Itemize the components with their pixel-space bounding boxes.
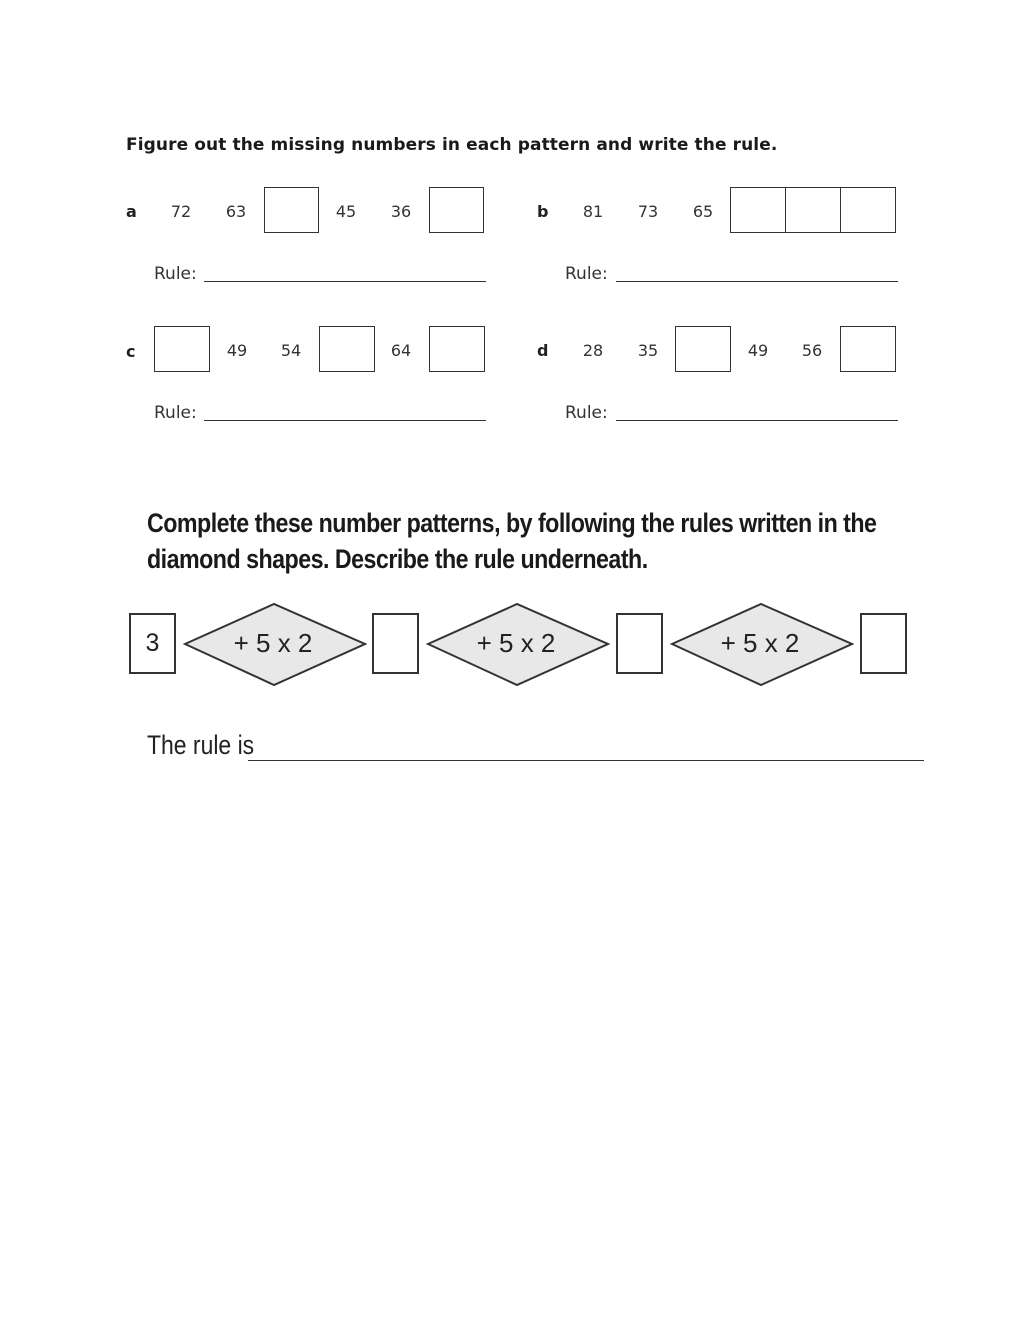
pattern-d-value: 35 <box>637 341 659 360</box>
answer-box[interactable] <box>860 613 907 674</box>
pattern-b-blank-box[interactable] <box>785 187 841 233</box>
pattern-a-rule-label: Rule: <box>154 264 197 284</box>
answer-box[interactable] <box>372 613 419 674</box>
answer-box[interactable] <box>616 613 663 674</box>
pattern-d-value: 28 <box>582 341 604 360</box>
rule-is-line[interactable] <box>248 760 924 761</box>
pattern-d-label: d <box>537 341 549 360</box>
pattern-d-value: 49 <box>747 341 769 360</box>
pattern-d-blank-box[interactable] <box>675 326 731 372</box>
pattern-a-label: a <box>126 202 137 221</box>
pattern-c-blank-box[interactable] <box>319 326 375 372</box>
pattern-c-label: c <box>126 342 136 361</box>
pattern-b-rule-line[interactable] <box>616 281 898 282</box>
pattern-d-rule-label: Rule: <box>565 403 608 423</box>
section2-instruction: Complete these number patterns, by following the rules written in the diamond shapes. Describe the rule underneath. <box>147 508 877 574</box>
pattern-c-value: 49 <box>226 341 248 360</box>
pattern-b-value: 65 <box>692 202 714 221</box>
pattern-b-rule-label: Rule: <box>565 264 608 284</box>
pattern-b-blank-box[interactable] <box>840 187 896 233</box>
diamond-rule-text: + 5 x 2 <box>476 628 556 658</box>
pattern-a-value: 72 <box>170 202 192 221</box>
pattern-d-rule-line[interactable] <box>616 420 898 421</box>
pattern-a-value: 63 <box>225 202 247 221</box>
pattern-a-value: 45 <box>335 202 357 221</box>
pattern-c-value: 64 <box>390 341 412 360</box>
rule-is-label: The rule is <box>147 730 255 760</box>
pattern-a-blank-box[interactable] <box>264 187 319 233</box>
pattern-a-blank-box[interactable] <box>429 187 484 233</box>
pattern-a-rule-line[interactable] <box>204 281 486 282</box>
pattern-b-label: b <box>537 202 549 221</box>
pattern-c-blank-box[interactable] <box>154 326 210 372</box>
pattern-c-blank-box[interactable] <box>429 326 485 372</box>
diamond-rule-text: + 5 x 2 <box>233 628 313 658</box>
pattern-c-rule-label: Rule: <box>154 403 197 423</box>
pattern-c-rule-line[interactable] <box>204 420 486 421</box>
pattern-c-value: 54 <box>280 341 302 360</box>
pattern-b-value: 73 <box>637 202 659 221</box>
section1-instruction: Figure out the missing numbers in each pattern and write the rule. <box>126 135 778 155</box>
diamond-rule-text: + 5 x 2 <box>720 628 800 658</box>
pattern-b-value: 81 <box>582 202 604 221</box>
pattern-b-blank-box[interactable] <box>730 187 786 233</box>
pattern-a-value: 36 <box>390 202 412 221</box>
start-value-box: 3 <box>129 613 176 674</box>
pattern-d-blank-box[interactable] <box>840 326 896 372</box>
pattern-d-value: 56 <box>801 341 823 360</box>
